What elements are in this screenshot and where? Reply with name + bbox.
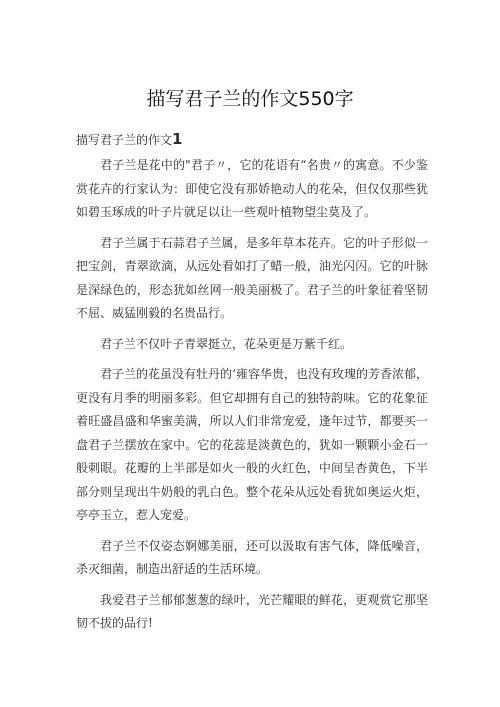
document-title: 描写君子兰的作文550字 xyxy=(146,88,354,110)
paragraph-2: 君子兰属于石蒜君子兰属，是多年草本花卉。它的叶子形似一把宝剑，青翠欲滴，从远处看如打了蜡一般，油光闪闪。它的叶脉是深绿色的，形态犹如丝网一般美丽极了。君子兰的叶象征着坚韧不屈、威猛刚毅的名贵品行。 xyxy=(76,235,428,320)
subtitle-text: 描写君子兰的作文 xyxy=(76,133,173,147)
document-body xyxy=(76,130,428,643)
paragraph-5: 君子兰不仅姿态婀娜美丽，还可以汲取有害气体，降低噪音，杀灭细菌，制造出舒适的生活环境。 xyxy=(76,538,428,576)
subtitle-number: 1 xyxy=(172,130,183,148)
document-subtitle xyxy=(76,130,428,149)
paragraph-6: 我爱君子兰郁郁葱葱的绿叶，光芒耀眼的鲜花，更观赏它那坚韧不拔的品行! xyxy=(76,592,428,630)
paragraph-4: 君子兰的花虽没有牡丹的‘雍容华贵，也没有玫瑰的芳香浓郁，更没有月季的明丽多彩。但它却拥有自己的独特韵味。它的花象征着旺盛昌盛和华蜜美满，所以人们非常宠爱，逢年过节，都要买一盘君子兰摆放在家中。它的花蕊是淡黄色的，犹如一颗颗小金石一般刺眼。花瓣的上半部是如火一般的火红色，中间呈杏黄色，下半部分则呈现出牛奶般的乳白色。整个花朵从远处看犹如奥运火炬，亭亭玉立，惹人宠爱。 xyxy=(76,367,428,522)
paragraph-1: 君子兰是花中的"君子〃，它的花语有“名贵〃的寓意。不少鉴赏花卉的行家认为：即使它没有那娇艳动人的花朵，但仅仅那些犹如碧玉琢成的叶子片就足以让一些观叶植物望尘莫及了。 xyxy=(76,158,428,219)
paragraph-3: 君子兰不仅叶子青翠挺立，花朵更是万紫千红。 xyxy=(100,336,353,351)
